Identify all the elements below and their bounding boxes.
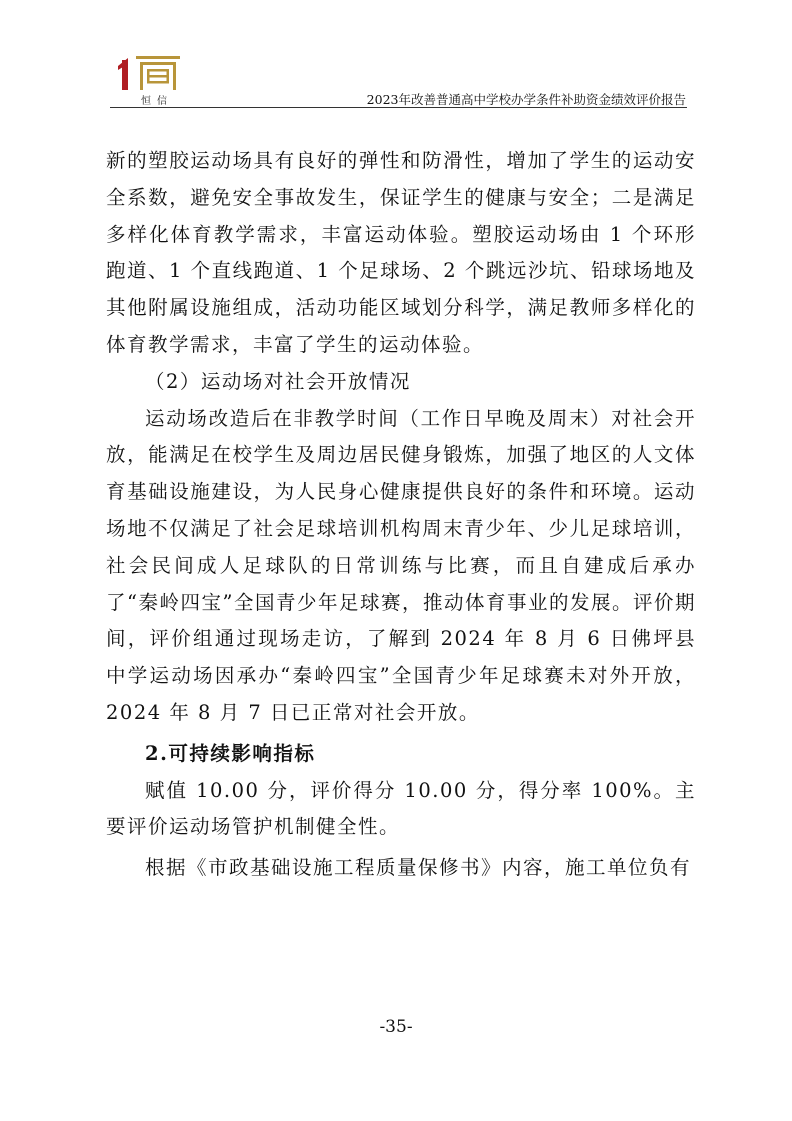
- page-number: -35-: [379, 1017, 413, 1037]
- paragraph: 新的塑胶运动场具有良好的弹性和防滑性，增加了学生的运动安全系数，避免安全事故发生，保证学生的健康与安全；二是满足多样化体育教学需求，丰富运动体验。塑胶运动场由 1 个环形跑道、1 个直线跑道、1 个足球场、2 个跳远沙坑、铅球场地及其他附属设施组成，活动功能区域划分科学，满足教师多样化的体育教学需求，丰富了学生的运动体验。: [106, 149, 696, 356]
- paragraph: 运动场改造后在非教学时间（工作日早晚及周末）对社会开放，能满足在校学生及周边居民健身锻炼，加强了地区的人文体育基础设施建设，为人民身心健康提供良好的条件和环境。运动场地不仅满足了社会足球培训机构周末青少年、少儿足球培训，社会民间成人足球队的日常训练与比赛，而且自建成后承办了“秦岭四宝”全国青少年足球赛，推动体育事业的发展。评价期间，评价组通过现场走访，了解到 2024 年 8 月 6 日佛坪县中学运动场因承办“秦岭四宝”全国青少年足球赛未对外开放，2024 年 8 月 7 日已正常对社会开放。: [106, 406, 696, 724]
- section-heading: 2.可持续影响指标: [145, 741, 316, 765]
- report-header-title: 2023年改善普通高中学校办学条件补助资金绩效评价报告: [366, 92, 686, 107]
- document-body: [106, 143, 696, 887]
- subheading: （2）运动场对社会开放情况: [145, 369, 411, 393]
- paragraph: 根据《市政基础设施工程质量保修书》内容，施工单位负有: [145, 856, 692, 880]
- logo-text: 恒信: [141, 96, 173, 107]
- paragraph: 赋值 10.00 分，评价得分 10.00 分，得分率 100%。主要评价运动场管护机制健全性。: [106, 778, 696, 839]
- header-divider: [110, 107, 687, 108]
